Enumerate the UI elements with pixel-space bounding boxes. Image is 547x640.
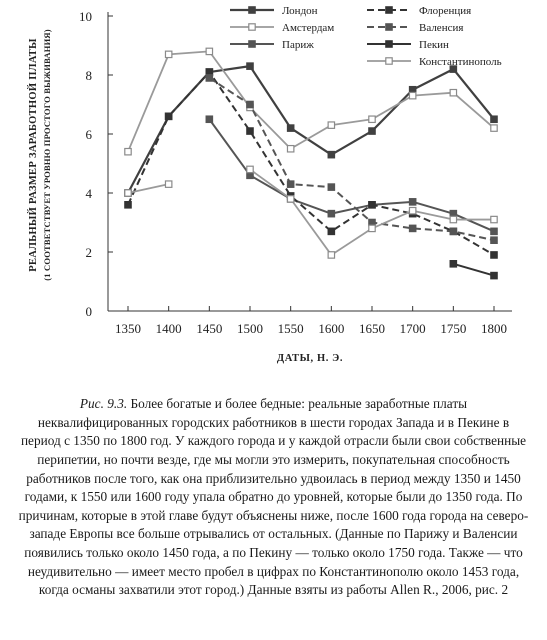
- y-tick-label: 2: [85, 245, 92, 260]
- data-point: [328, 228, 334, 234]
- data-point: [247, 166, 253, 172]
- legend-item-6: [367, 39, 449, 51]
- data-point: [287, 181, 293, 187]
- data-point: [287, 196, 293, 202]
- data-point: [206, 48, 212, 54]
- data-point: [328, 252, 334, 258]
- y-tick-label: 6: [85, 127, 92, 142]
- legend-label: Флоренция: [419, 5, 472, 17]
- x-tick-label: 1450: [196, 321, 223, 336]
- legend-swatch-marker: [249, 24, 255, 30]
- data-point: [328, 210, 334, 216]
- legend-label: Париж: [282, 39, 314, 51]
- data-point: [491, 237, 497, 243]
- y-tick-label: 4: [85, 186, 92, 201]
- legend-swatch-marker: [249, 7, 255, 13]
- figure-label: Рис. 9.3.: [79, 396, 128, 412]
- data-point: [247, 128, 253, 134]
- x-tick-label: 1700: [399, 321, 426, 336]
- x-axis: [108, 306, 512, 336]
- data-point: [206, 116, 212, 122]
- data-point: [369, 128, 375, 134]
- series-1: [125, 63, 497, 196]
- series-layer: [125, 48, 497, 279]
- data-point: [409, 208, 415, 214]
- legend-label: Амстердам: [282, 22, 335, 34]
- legend-swatch-marker: [249, 41, 255, 47]
- series-7: [125, 166, 497, 258]
- data-point: [328, 122, 334, 128]
- x-tick-label: 1800: [481, 321, 507, 336]
- data-point: [409, 92, 415, 98]
- legend-item-7: [367, 56, 502, 68]
- y-axis-title: [27, 29, 52, 281]
- legend-item-4: [367, 5, 471, 17]
- data-point: [450, 90, 456, 96]
- x-axis-title: ДАТЫ, Н. Э.: [276, 353, 344, 364]
- legend-label: Лондон: [282, 5, 318, 17]
- y-tick-label: 0: [85, 304, 92, 319]
- data-point: [328, 184, 334, 190]
- data-point: [450, 228, 456, 234]
- data-point: [165, 51, 171, 57]
- data-point: [165, 181, 171, 187]
- legend-item-3: [230, 39, 314, 51]
- data-point: [165, 113, 171, 119]
- x-tick-label: 1400: [155, 321, 182, 336]
- data-point: [409, 225, 415, 231]
- data-point: [328, 151, 334, 157]
- data-point: [491, 125, 497, 131]
- x-tick-label: 1750: [440, 321, 467, 336]
- y-tick-label: 8: [85, 68, 92, 83]
- caption-text: Более богатые и более бедные: реальные заработные платы неквалифицированных городских работников в шести городах Запада и в Пекине в период с 1350 по 1800 год. У каждого города и у каждой отрасли были свои собственные перипетии, но почти везде, где мы могли это измерить, покупательная способность работников после того, как она приблизительно удвоилась в период между 1350 и 1450 годами, к 1550 или 1600 году упала обратно до уровней, которые были до 1350 года. По причинам, которые в этой главе будут объяснены ниже, после 1600 года города на северо-западе Европы все больше отрывались от остальных. (Данные по Парижу и Валенсии появились только около 1450 года, а по Пекину — только около 1750 года. Также — что неудивительно — имеет место пробел в цифрах по Константинополю около 1453 года, когда османы захватили этот город.) Данные взяты из работы Allen R., 2006, рис. 2: [18, 396, 529, 598]
- legend-swatch-marker: [386, 58, 392, 64]
- data-point: [247, 63, 253, 69]
- x-tick-label: 1600: [318, 321, 345, 336]
- series-line: [128, 66, 494, 193]
- data-point: [206, 75, 212, 81]
- data-point: [491, 216, 497, 222]
- y-axis-title-sub: (1 СООТВЕТСТВУЕТ УРОВНЮ ПРОСТОГО ВЫЖИВАНИЯ): [42, 29, 52, 281]
- series-line: [250, 169, 494, 255]
- data-point: [409, 199, 415, 205]
- x-tick-label: 1350: [115, 321, 141, 336]
- data-point: [491, 116, 497, 122]
- legend-label: Пекин: [419, 39, 449, 51]
- x-tick-label: 1500: [237, 321, 263, 336]
- data-point: [491, 228, 497, 234]
- data-point: [125, 149, 131, 155]
- legend-item-5: [367, 22, 463, 34]
- legend-swatch-marker: [386, 41, 392, 47]
- legend-item-2: [230, 22, 334, 34]
- series-line: [453, 264, 494, 276]
- series-6: [450, 261, 497, 279]
- series-line: [128, 184, 169, 193]
- data-point: [450, 216, 456, 222]
- data-point: [369, 116, 375, 122]
- legend-label: Валенсия: [419, 22, 464, 34]
- data-point: [125, 202, 131, 208]
- data-point: [491, 272, 497, 278]
- legend-swatch-marker: [386, 7, 392, 13]
- data-point: [491, 252, 497, 258]
- data-point: [125, 190, 131, 196]
- y-tick-label: 10: [79, 9, 92, 24]
- y-axis-title-main: РЕАЛЬНЫЙ РАЗМЕР ЗАРАБОТНОЙ ПЛАТЫ: [28, 38, 39, 272]
- legend-label: Константинополь: [419, 56, 502, 68]
- figure-caption: [18, 395, 529, 600]
- data-point: [369, 202, 375, 208]
- legend-item-1: [230, 5, 318, 17]
- legend-swatch-marker: [386, 24, 392, 30]
- data-point: [287, 125, 293, 131]
- y-axis: [79, 9, 113, 319]
- data-point: [247, 101, 253, 107]
- data-point: [450, 261, 456, 267]
- x-tick-label: 1550: [277, 321, 304, 336]
- legend: [230, 5, 502, 68]
- x-tick-label: 1650: [359, 321, 385, 336]
- data-point: [369, 225, 375, 231]
- data-point: [287, 146, 293, 152]
